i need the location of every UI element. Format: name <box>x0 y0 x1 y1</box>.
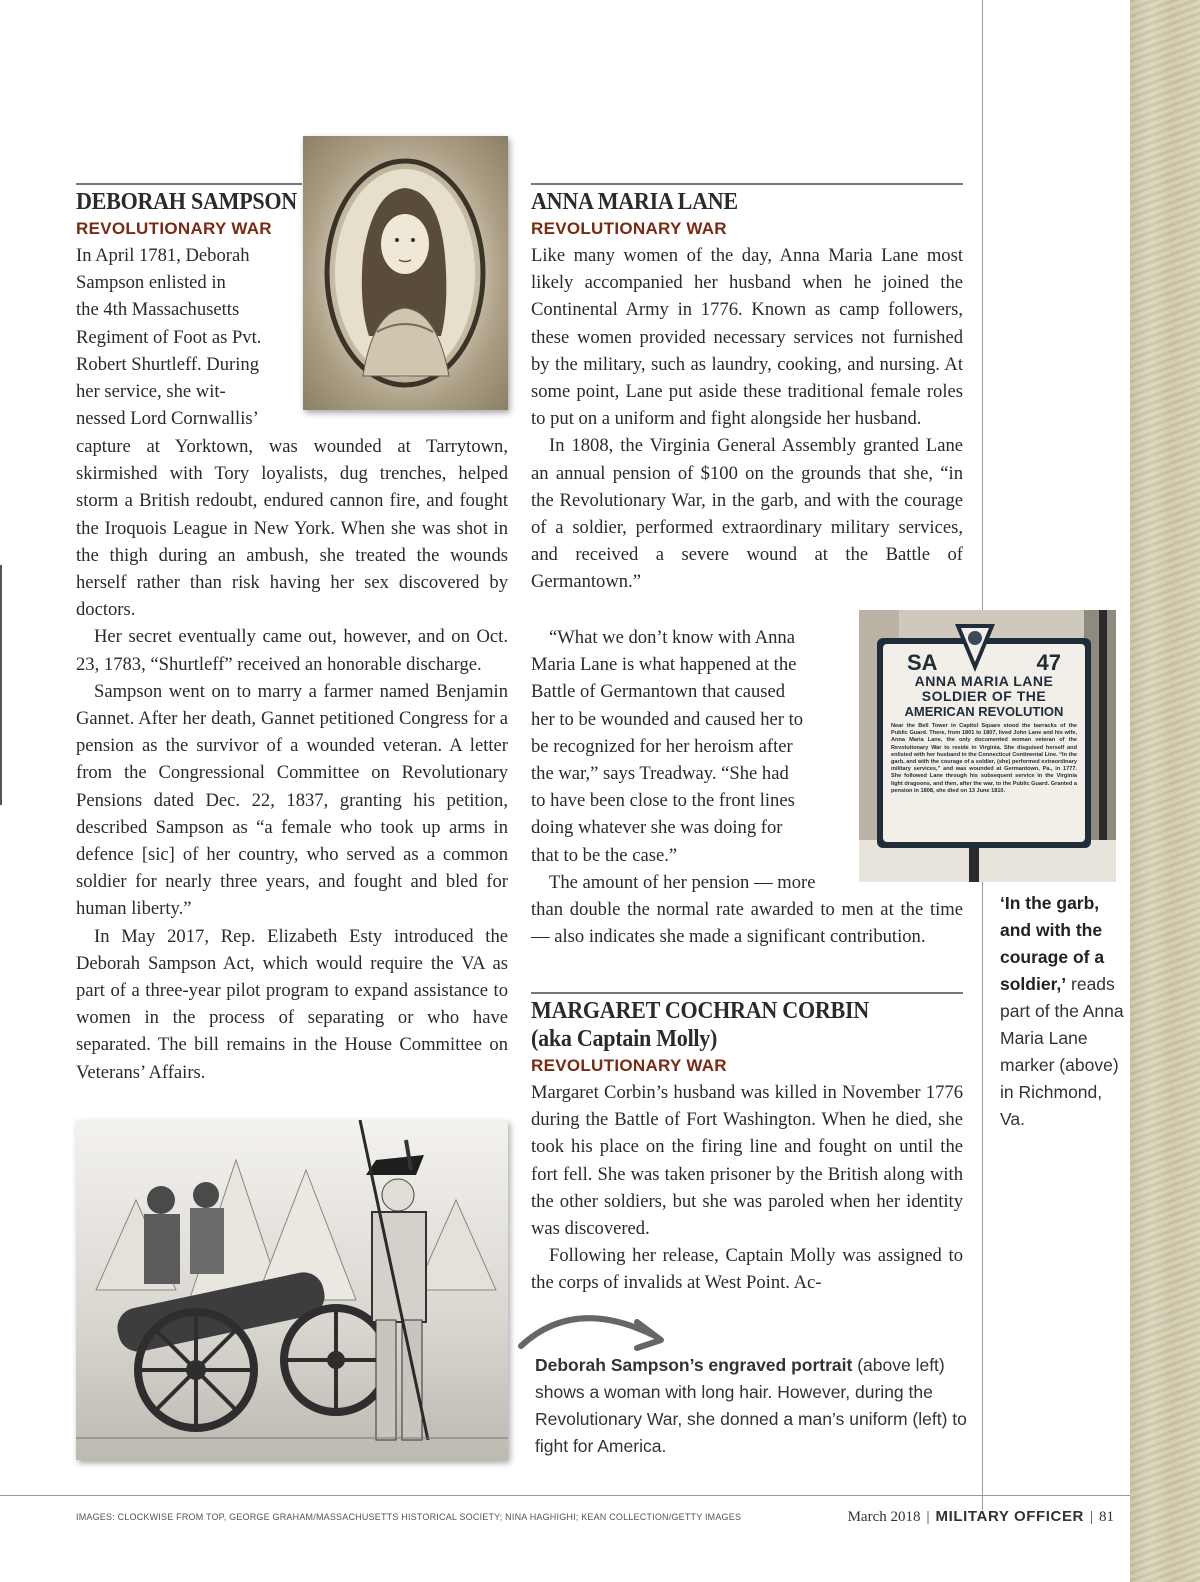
magazine-name: MILITARY OFFICER <box>935 1508 1084 1525</box>
text-line: her service, she wit- <box>76 381 226 403</box>
headline-margaret-corbin-aka: (aka Captain Molly) <box>531 1026 718 1052</box>
footer-rule <box>0 1495 1130 1496</box>
marker-sign-text <box>883 646 1085 842</box>
marker-title: AMERICAN REVOLUTION <box>904 704 1064 719</box>
paragraph: Sampson went on to marry a farmer named Benjamin Gannet. After her death, Gannet petitioned Congress for a pension as the survivor of a wounded veteran. A letter from the Congressional Committee on Revolutionary Pensions dated Dec. 22, 1837, granting his petition, described Sampson as “a female who took up arms in defence [sic] of her country, who served as a common soldier for nearly three years, and fought and bled for human liberty.” <box>76 680 508 920</box>
era-label: REVOLUTIONARY WAR <box>76 219 272 238</box>
paragraph: Like many women of the day, Anna Maria Lane most likely accompanied her husband when he joined the Continental Army in 1776. Known as camp followers, these women provided necessary services not furnished by the military, such as laundry, cooking, and nursing. At some point, Lane put aside these traditional female roles to put on a uniform and fight alongside her husband. <box>531 245 963 430</box>
paragraph: Margaret Corbin’s husband was killed in November 1776 during the Battle of Fort Washington. When he died, she took his place on the firing line and fought on until the fort fell. She was taken prisoner by the British along with the other soldiers, but she was paroled when her identity was discovered. <box>531 1082 963 1240</box>
headline-deborah-sampson: DEBORAH SAMPSON <box>76 189 297 215</box>
text-line: to have been close to the front lines <box>531 790 795 812</box>
headline-rule <box>531 992 963 994</box>
paragraph: In 1808, the Virginia General Assembly granted Lane an annual pension of $100 on the grounds that she, “in the Revolutionary War, in the garb, and with the courage of a soldier, performed extraordinary military services, and received a severe wound at the Battle of Germantown.” <box>531 435 963 593</box>
text-line: that to be the case.” <box>531 844 678 866</box>
left-margin-mark <box>0 565 2 805</box>
caption-bold: ‘In the garb, and with the courage of a soldier,’ <box>1000 893 1105 994</box>
caption-text: reads part of the Anna Maria Lane marker (above) in Richmond, Va. <box>1000 974 1124 1129</box>
paragraph: Her secret eventually came out, however, and on Oct. 23, 1783, “Shurtleff” received an honorable discharge. <box>76 626 508 675</box>
text-line: The amount of her pension — more <box>549 871 816 893</box>
era-label: REVOLUTIONARY WAR <box>531 219 727 238</box>
page-folio: March 2018 | MILITARY OFFICER | 81 <box>847 1508 1114 1525</box>
text-line: the war,” says Treadway. “She had <box>531 763 789 785</box>
article-anna-maria-lane <box>531 188 963 596</box>
article-margaret-corbin <box>531 997 963 1297</box>
paragraph: In May 2017, Rep. Elizabeth Esty introduced the Deborah Sampson Act, which would require the VA as part of a three-year pilot program to expand assistance to women in the process of separating or who have separated. The bill remains in the House Committee on Veterans’ Affairs. <box>76 925 508 1083</box>
paragraph: than double the normal rate awarded to men at the time — also indicates she made a significant contribution. <box>531 899 963 948</box>
article-anna-maria-lane-end <box>531 896 963 950</box>
page-number: 81 <box>1099 1509 1114 1525</box>
page-edge-texture <box>1130 0 1200 1582</box>
marker-code-left: SA <box>907 650 938 675</box>
deborah-sampson-portrait <box>303 136 508 410</box>
article-deborah-sampson <box>76 188 302 432</box>
caption-text: (above left) shows a woman with long hair. However, during the Revolutionary War, she donned a man’s uniform (left) to fight for America. <box>535 1355 967 1456</box>
paragraph: capture at Yorktown, was wounded at Tarrytown, skirmished with Tory loyalists, dug trenches, helped storm a British redoubt, endured cannon fire, and fought the Iroquois League in New York. When she was shot in the thigh during an ambush, she treated the wounds herself rather than risk having her sex discovered by doctors. <box>76 436 508 621</box>
text-line: In April 1781, Deborah <box>76 245 250 266</box>
caption-bold: Deborah Sampson’s engraved portrait <box>535 1355 853 1375</box>
text-line: nessed Lord Cornwallis’ <box>76 408 259 430</box>
text-line: Maria Lane is what happened at the <box>531 654 797 676</box>
headline-anna-maria-lane: ANNA MARIA LANE <box>531 189 738 215</box>
text-line: Battle of Germantown that caused <box>531 681 786 703</box>
article-deborah-sampson-body <box>76 433 508 1086</box>
marker-title: SOLDIER OF THE <box>921 688 1047 704</box>
wrapped-lines <box>76 242 302 432</box>
text-line: Regiment of Foot as Pvt. <box>76 326 262 348</box>
curved-arrow-icon <box>515 1296 675 1356</box>
marker-body: Near the Bell Tower in Capitol Square stood the barracks of the Public Guard. There, from 1801 to 1807, lived John Lane and his wife, Anna Maria Lane, the only documented woman veteran of the Revolutionary War to reside in Virginia. She disguised herself and enlisted with her husband in the Connecticut Continental Line. “In the garb, and with the courage of a soldier, (she) performed extraordinary military services,” and was wounded at Germantown, Pa., in 1777. She followed Lane through his subsequent service in the Virginia light dragoons, and then, after the war, to the Public Guard. Granted a pension in 1808, she died on 13 June 1810. <box>891 723 1077 794</box>
issue-date: March 2018 <box>847 1509 921 1525</box>
paragraph: Following her release, Captain Molly was assigned to the corps of invalids at West Point. Ac- <box>531 1245 963 1294</box>
caption-marker <box>1000 890 1125 1133</box>
image-credit: IMAGES: CLOCKWISE FROM TOP, GEORGE GRAHAM/MASSACHUSETTS HISTORICAL SOCIETY; NINA HAGHIGHI; KEAN COLLECTION/GETTY IMAGES <box>76 1512 742 1522</box>
soldier-cannon-engraving <box>76 1120 508 1460</box>
marker-code-right: 47 <box>1036 650 1061 675</box>
text-line: Robert Shurtleff. During <box>76 353 259 375</box>
marker-title: ANNA MARIA LANE <box>914 673 1054 689</box>
article-anna-maria-lane-wrap <box>531 624 851 896</box>
anna-maria-lane-marker-photo <box>859 610 1116 882</box>
text-line: her to be wounded and caused her to <box>531 708 804 730</box>
text-line: doing whatever she was doing for <box>531 817 783 839</box>
caption-portrait <box>535 1352 975 1460</box>
text-line: the 4th Massachusetts <box>76 299 240 321</box>
headline-margaret-corbin: MARGARET COCHRAN CORBIN <box>531 998 869 1024</box>
text-line: be recognized for her heroism after <box>531 735 793 757</box>
text-line: “What we don’t know with Anna <box>549 627 795 648</box>
text-line: Sampson enlisted in <box>76 272 226 294</box>
headline-rule <box>76 183 302 185</box>
headline-rule <box>531 183 963 185</box>
era-label: REVOLUTIONARY WAR <box>531 1056 727 1075</box>
